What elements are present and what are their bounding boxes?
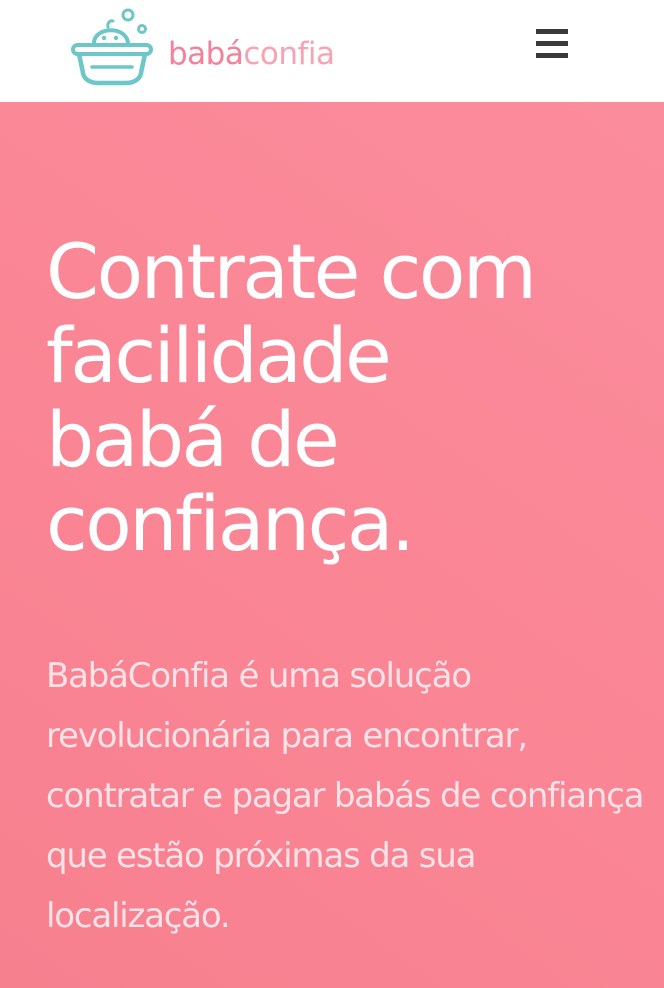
hero-title-line: babá de (46, 395, 338, 484)
site-header (0, 0, 664, 102)
hero-description: BabáConfia é uma solução revolucionária para encontrar, contratar e pagar babás de confiança que estão próximas da sua localização. (46, 656, 644, 936)
logo-link[interactable] (70, 6, 335, 88)
logo-text-bold: babá (168, 36, 244, 72)
hero-title-line: Contrate com (46, 227, 535, 316)
hero-section (0, 102, 664, 988)
hamburger-menu-icon (532, 26, 572, 66)
hamburger-menu-button[interactable] (532, 26, 572, 66)
baby-bathtub-icon (70, 7, 154, 87)
logo-text-light: confia (243, 36, 335, 72)
hero-title (46, 227, 646, 568)
hero-title-line: confiança. (46, 479, 413, 568)
logo-text (168, 36, 335, 72)
hero-title-line: facilidade (46, 311, 390, 400)
